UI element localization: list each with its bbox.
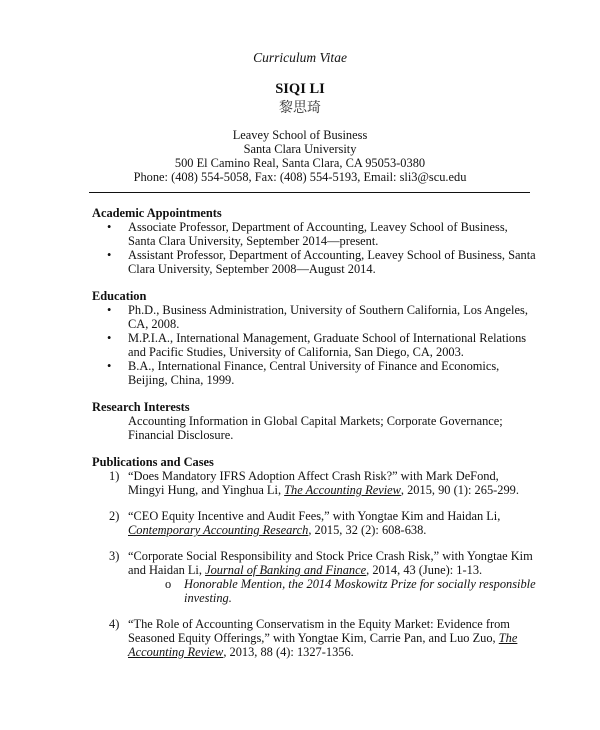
journal-title: The — [498, 631, 518, 645]
publication-entry — [92, 617, 542, 659]
list-item — [92, 359, 542, 387]
text-line — [128, 331, 542, 345]
text-line — [128, 317, 542, 331]
journal-title: Contemporary Accounting Research — [128, 523, 309, 537]
contact-block — [0, 128, 600, 184]
cv-section — [92, 400, 542, 442]
bullet-icon: • — [107, 220, 112, 234]
publication-entry — [92, 469, 542, 497]
text-segment: “The Role of Accounting Conservatism in the Equity Market: Evidence from — [128, 617, 510, 631]
list-item — [92, 220, 542, 248]
author-name: SIQI LI — [275, 81, 325, 97]
text-segment: Accounting Information in Global Capital Markets; Corporate Governance; — [128, 414, 503, 428]
text-segment: CA, 2008. — [128, 317, 180, 331]
cv-section — [92, 289, 542, 387]
section-heading: Academic Appointments — [92, 206, 222, 220]
author-name-chinese: 黎思琦 — [279, 101, 321, 116]
text-segment: M.P.I.A., International Management, Graduate School of International Relations — [128, 331, 527, 345]
award-note — [128, 577, 542, 605]
text-segment: “Corporate Social Responsibility and Stock Price Crash Risk,” with Yongtae Kim — [128, 549, 533, 563]
cv-section — [92, 455, 542, 659]
item-number: 2) — [109, 509, 120, 523]
item-number: 3) — [109, 549, 120, 563]
text-segment: Associate Professor, Department of Accounting, Leavey School of Business, — [128, 220, 508, 234]
list-item — [92, 248, 542, 276]
text-segment: Financial Disclosure. — [128, 428, 234, 442]
publication-entry — [92, 509, 542, 537]
bullet-icon: • — [107, 359, 112, 373]
text-line: investing. — [184, 591, 232, 605]
document-title: Curriculum Vitae — [253, 50, 347, 65]
text-segment: Clara University, September 2008—August 2014. — [128, 262, 376, 276]
street-address-line: 500 El Camino Real, Santa Clara, CA 95053-0380 — [174, 156, 426, 170]
text-segment: Assistant Professor, Department of Accounting, Leavey School of Business, Santa — [128, 248, 536, 262]
text-line — [128, 345, 542, 359]
text-line — [128, 248, 542, 262]
text-line — [128, 549, 542, 563]
text-segment: “CEO Equity Incentive and Audit Fees,” with Yongtae Kim and Haidan Li, — [128, 509, 501, 523]
list-item — [92, 414, 542, 442]
text-line — [128, 303, 542, 317]
text-line — [128, 631, 542, 645]
cv-body — [92, 206, 542, 672]
text-segment: Seasoned Equity Offerings,” with Yongtae Kim, Carrie Pan, and Luo Zuo, — [128, 631, 499, 645]
list-item — [92, 331, 542, 359]
text-segment: Beijing, China, 1999. — [128, 373, 235, 387]
phone-fax-email-line: Phone: (408) 554-5058, Fax: (408) 554-5193, Email: sli3@scu.edu — [133, 170, 467, 184]
bullet-icon: • — [107, 331, 112, 345]
item-number: 4) — [109, 617, 120, 631]
text-line — [128, 262, 542, 276]
journal-title: Journal of Banking and Finance — [205, 563, 367, 577]
publication-entry — [92, 549, 542, 605]
school-line: Leavey School of Business — [232, 128, 368, 142]
text-segment: and Pacific Studies, University of California, San Diego, CA, 2003. — [128, 345, 464, 359]
section-heading: Research Interests — [92, 400, 190, 414]
section-heading: Publications and Cases — [92, 455, 214, 469]
text-segment: , 2015, 32 (2): 608-638. — [308, 523, 427, 537]
text-segment: Ph.D., Business Administration, University of Southern California, Los Angeles, — [128, 303, 528, 317]
text-line — [128, 220, 542, 234]
section-heading: Education — [92, 289, 147, 303]
text-segment: and Haidan Li, — [128, 563, 206, 577]
text-segment: , 2014, 43 (June): 1-13. — [366, 563, 483, 577]
text-line — [128, 617, 542, 631]
cv-section — [92, 206, 542, 276]
header-divider — [89, 192, 530, 193]
text-line — [128, 359, 542, 373]
list-item — [92, 303, 542, 331]
text-segment: , 2015, 90 (1): 265-299. — [400, 483, 519, 497]
journal-title: Accounting Review — [128, 645, 224, 659]
text-line — [128, 523, 542, 537]
text-line — [128, 645, 542, 659]
text-line: Honorable Mention, the 2014 Moskowitz Prize for socially responsible — [184, 577, 536, 591]
text-line — [128, 234, 542, 248]
bullet-icon: • — [107, 303, 112, 317]
bullet-icon: • — [107, 248, 112, 262]
text-line — [128, 414, 542, 428]
text-line — [128, 469, 542, 483]
text-segment: B.A., International Finance, Central University of Finance and Economics, — [128, 359, 500, 373]
item-number: 1) — [109, 469, 120, 483]
text-segment: , 2013, 88 (4): 1327-1356. — [223, 645, 354, 659]
journal-title: The Accounting Review — [284, 483, 401, 497]
text-line — [128, 509, 542, 523]
circle-bullet-icon: o — [165, 577, 172, 591]
text-segment: Santa Clara University, September 2014—present. — [128, 234, 379, 248]
text-line — [128, 428, 542, 442]
text-segment: “Does Mandatory IFRS Adoption Affect Crash Risk?” with Mark DeFond, — [128, 469, 499, 483]
university-line: Santa Clara University — [243, 142, 357, 156]
text-line — [128, 563, 542, 577]
text-segment: Mingyi Hung, and Yinghua Li, — [128, 483, 285, 497]
text-line — [128, 373, 542, 387]
text-line — [128, 483, 542, 497]
